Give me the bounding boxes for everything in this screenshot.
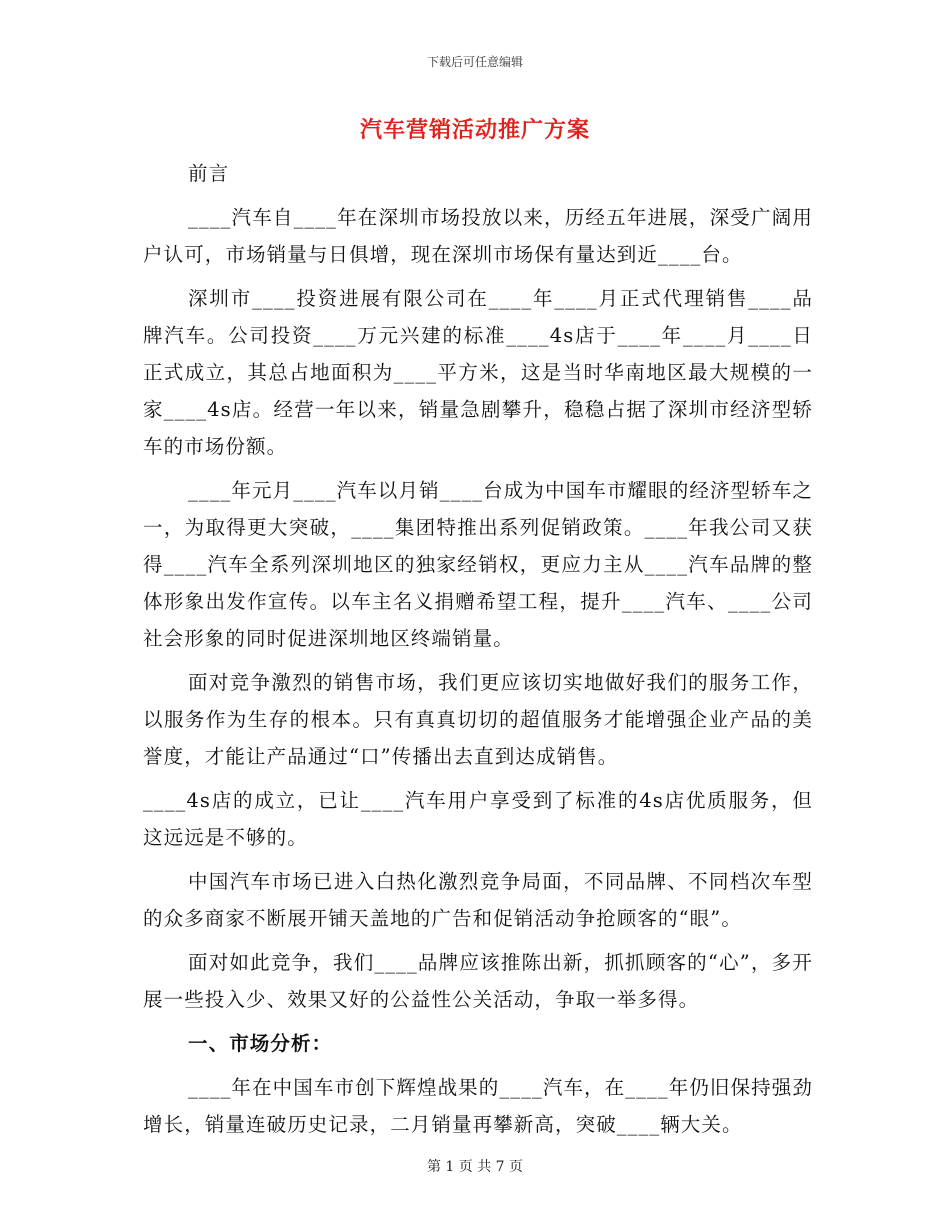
page-header-note: 下载后可任意编辑 [426,55,523,69]
body-paragraph: ____年在中国车市创下辉煌战果的____汽车，在____年仍旧保持强劲增长，销量连破历史记录，二月销量再攀新高，突破____辆大关。 [143,1076,813,1136]
body-paragraph: ____汽车自____年在深圳市场投放以来，历经五年进展，深受广阔用户认可，市场销量与日俱增，现在深圳市场保有量达到近____台。 [143,206,813,266]
document-body [143,155,813,1150]
body-paragraph: ____年元月____汽车以月销____台成为中国车市耀眼的经济型轿车之一，为取得更大突破，____集团特推出系列促销政策。____年我公司又获得____汽车全系列深圳地区的独家经销权，更应力主从____汽车品牌的整体形象出发作宣传。以车主名义捐赠希望工程，提升____汽车、____公司社会形象的同时促进深圳地区终端销量。 [143,479,813,650]
document-title: 汽车营销活动推广方案 [359,117,590,143]
section-heading-market-analysis: 一、市场分析： [188,1032,333,1055]
body-paragraph: 中国汽车市场已进入白热化激烈竞争局面，不同品牌、不同档次车型的众多商家不断展开铺天盖地的广告和促销活动争抢顾客的“眼”。 [143,870,813,930]
body-paragraph: 深圳市____投资进展有限公司在____年____月正式代理销售____品牌汽车。公司投资____万元兴建的标准____4s店于____年____月____日正式成立，其总占地面积为____平方米，这是当时华南地区最大规模的一家____4s店。经营一年以来，销量急剧攀升，稳稳占据了深圳市经济型轿车的市场份额。 [143,287,813,458]
page-footer-page-number: 第 1 页 共 7 页 [426,1159,524,1175]
body-paragraph: ____4s店的成立，已让____汽车用户享受到了标准的4s店优质服务，但这远远是不够的。 [143,789,813,849]
preface-label: 前言 [188,162,230,185]
body-paragraph: 面对竞争激烈的销售市场，我们更应该切实地做好我们的服务工作，以服务作为生存的根本。只有真真切切的超值服务才能增强企业产品的美誉度，才能让产品通过“口”传播出去直到达成销售。 [143,671,813,768]
body-paragraph: 面对如此竞争，我们____品牌应该推陈出新，抓抓顾客的“心”，多开展一些投入少、效果又好的公益性公关活动，争取一举多得。 [143,951,813,1011]
